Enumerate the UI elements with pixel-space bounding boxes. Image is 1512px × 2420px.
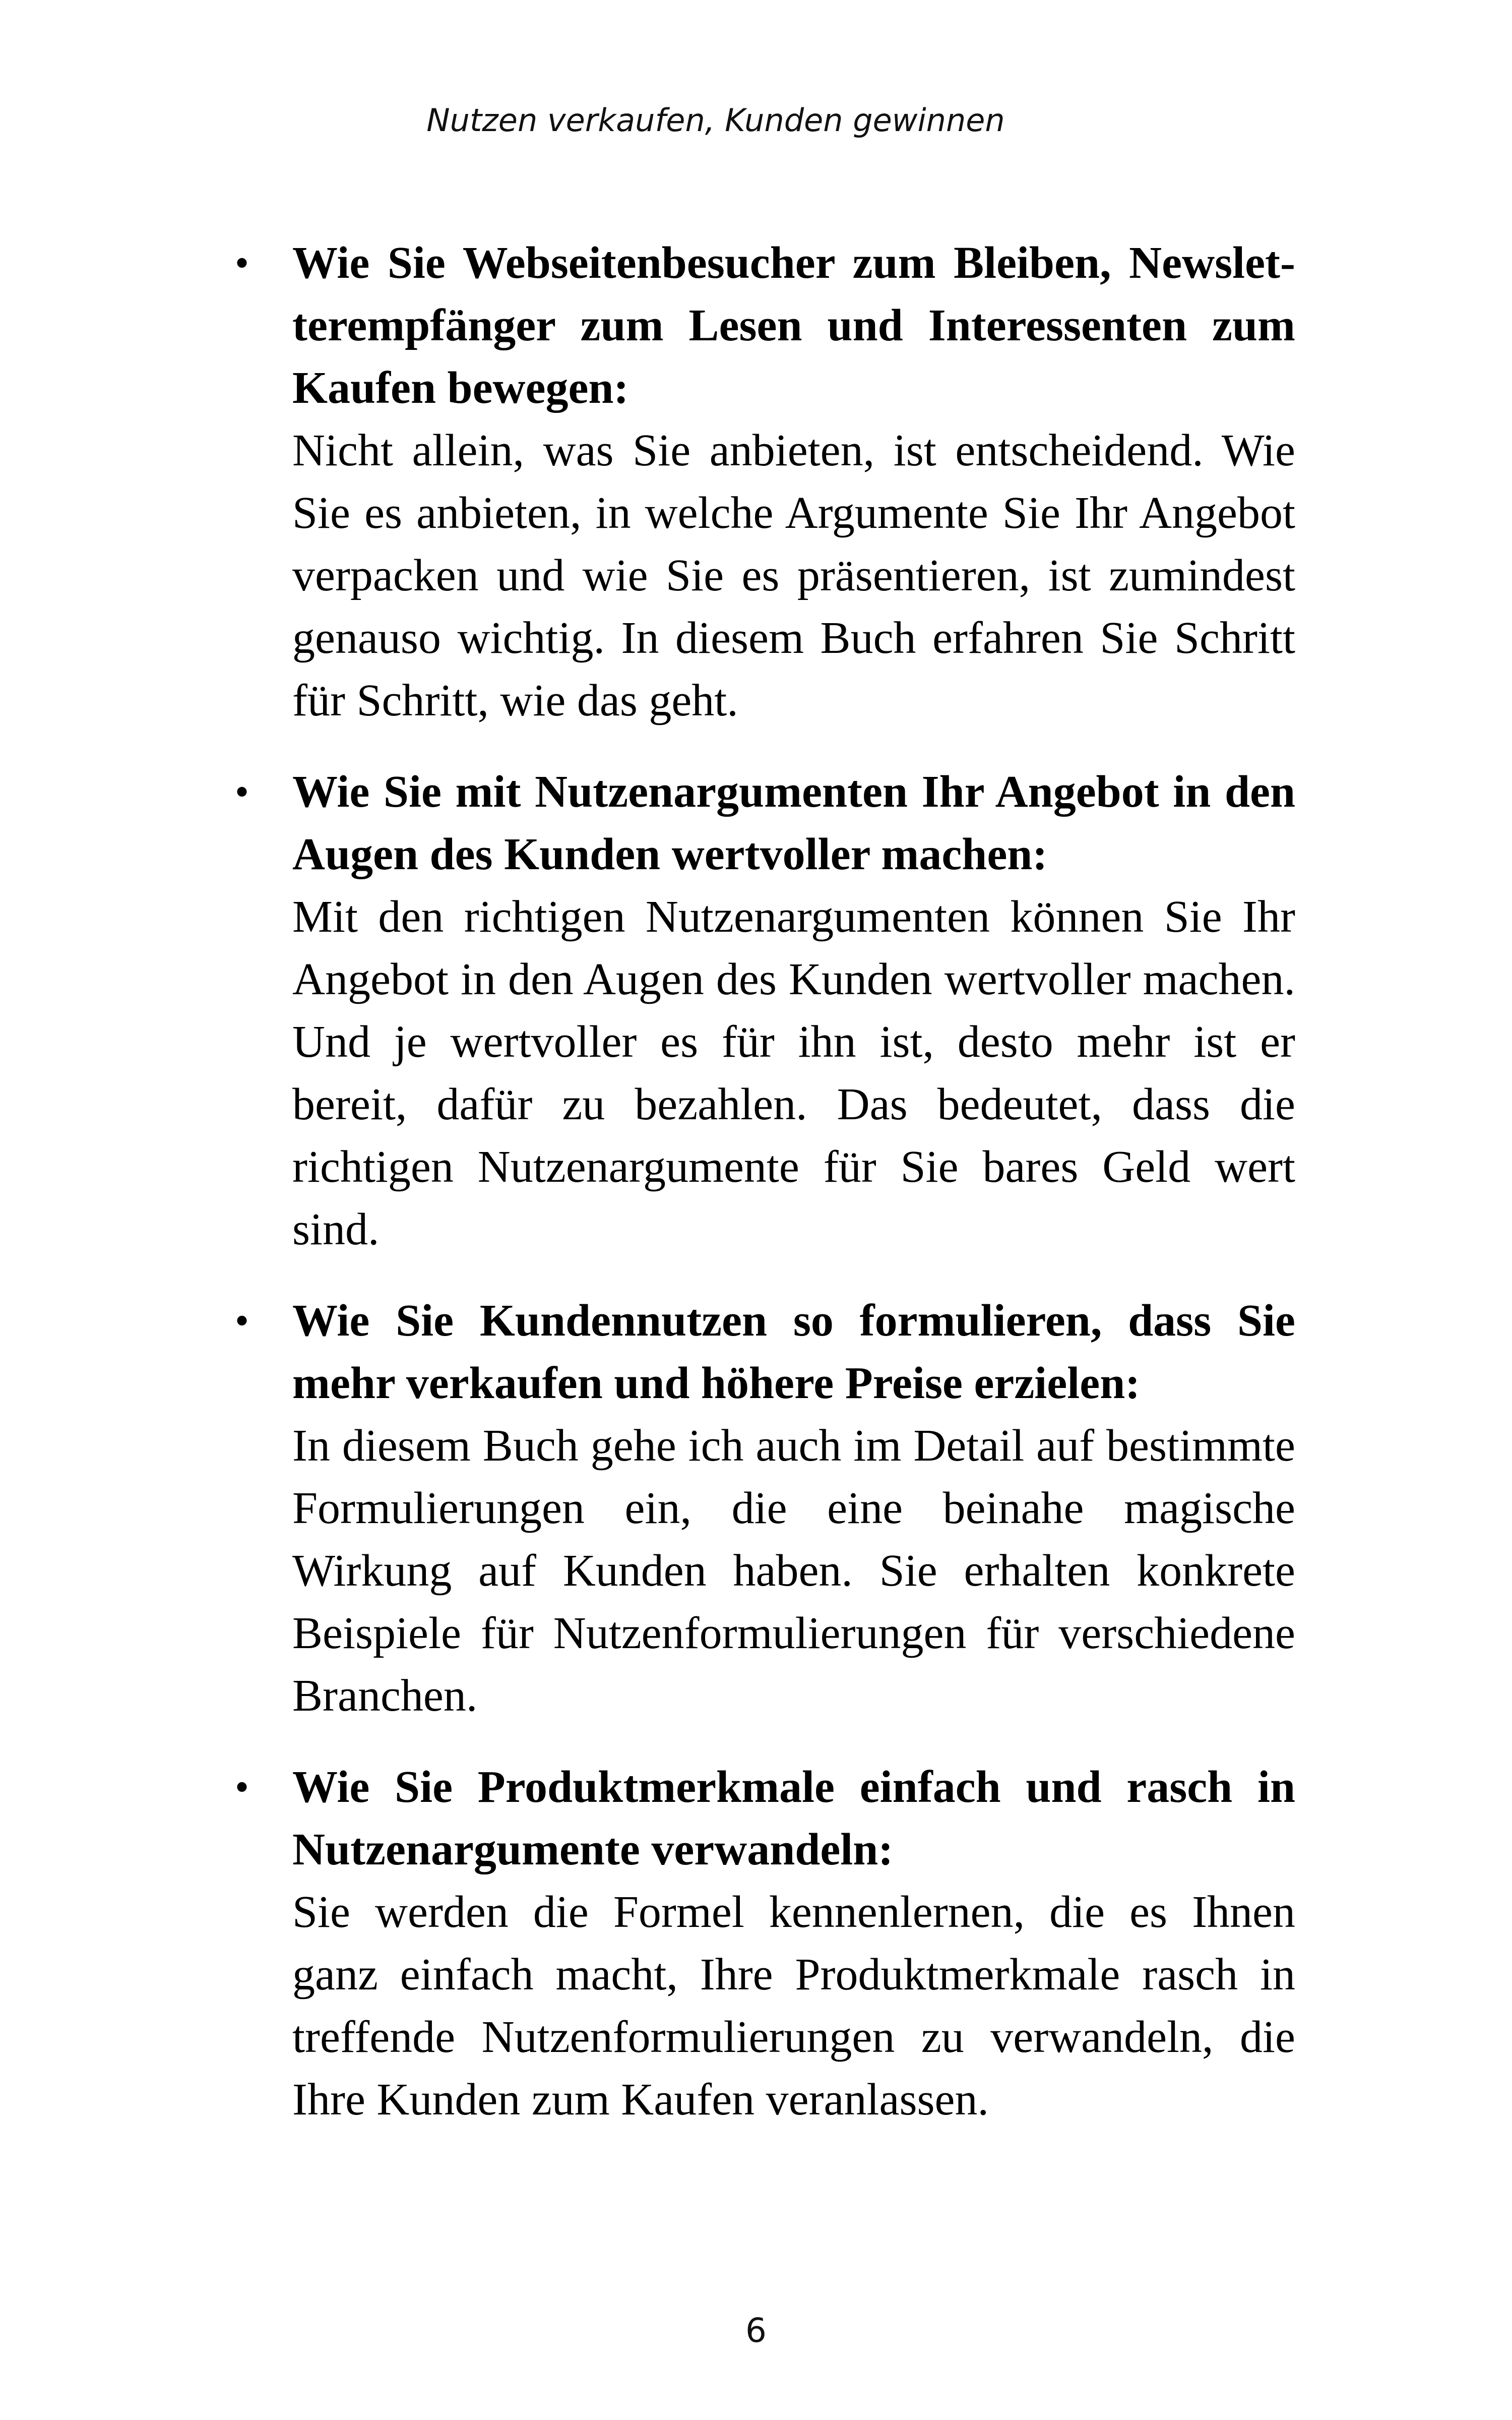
bullet-icon: • <box>234 770 249 814</box>
item-body: Sie werden die Formel kennenlernen, die es Ihnen ganz einfach macht, Ihre Produktmerkmale rasch in treffende Nutzenformulierungen zu verwandeln, die Ihre Kunden zum Kaufen veranlassen. <box>292 1887 1295 2125</box>
bullet-icon: • <box>234 241 249 285</box>
item-heading: Wie Sie mit Nutzenargumenten Ihr Angebot in den Augen des Kunden wertvoller machen: <box>292 767 1295 879</box>
bullet-icon: • <box>234 1299 249 1343</box>
list-item <box>234 761 1295 1261</box>
item-body: In diesem Buch gehe ich auch im Detail auf bestimmte Formulierungen ein, die eine beinahe magische Wirkung auf Kunden haben. Sie erhalten konkrete Beispiele für Nutzenformulierungen für verschiedene Branchen. <box>292 1421 1295 1721</box>
bullet-list <box>234 232 1295 2160</box>
item-heading: Wie Sie Produktmerkmale einfach und rasch in Nutzenargumente verwandeln: <box>292 1762 1295 1874</box>
bullet-icon: • <box>234 1765 249 1809</box>
item-heading: Wie Sie Kundennutzen so formulieren, dass Sie mehr verkaufen und höhere Preise erzielen: <box>292 1296 1295 1408</box>
list-item <box>234 1756 1295 2131</box>
item-heading: Wie Sie Webseitenbesucher zum Bleiben, Newsletterempfänger zum Lesen und Interessenten zum Kaufen bewegen: <box>292 238 1295 413</box>
running-header: Nutzen verkaufen, Kunden gewinnen <box>426 102 1005 139</box>
item-body: Nicht allein, was Sie anbieten, ist entscheidend. Wie Sie es anbieten, in welche Argumente Sie Ihr Angebot verpacken und wie Sie es präsentieren, ist zumindest genauso wichtig. In diesem Buch erfahren Sie Schritt für Schritt, wie das geht. <box>292 426 1295 725</box>
item-body: Mit den richtigen Nutzenargumenten können Sie Ihr Angebot in den Augen des Kunden wertvoller machen. Und je wertvoller es für ihn ist, desto mehr ist er bereit, dafür zu bezahlen. Das bedeutet, dass die richtigen Nutzenargumente für Sie bares Geld wert sind. <box>292 892 1295 1254</box>
list-item <box>234 232 1295 732</box>
list-item <box>234 1290 1295 1727</box>
page-number: 6 <box>745 2311 767 2350</box>
